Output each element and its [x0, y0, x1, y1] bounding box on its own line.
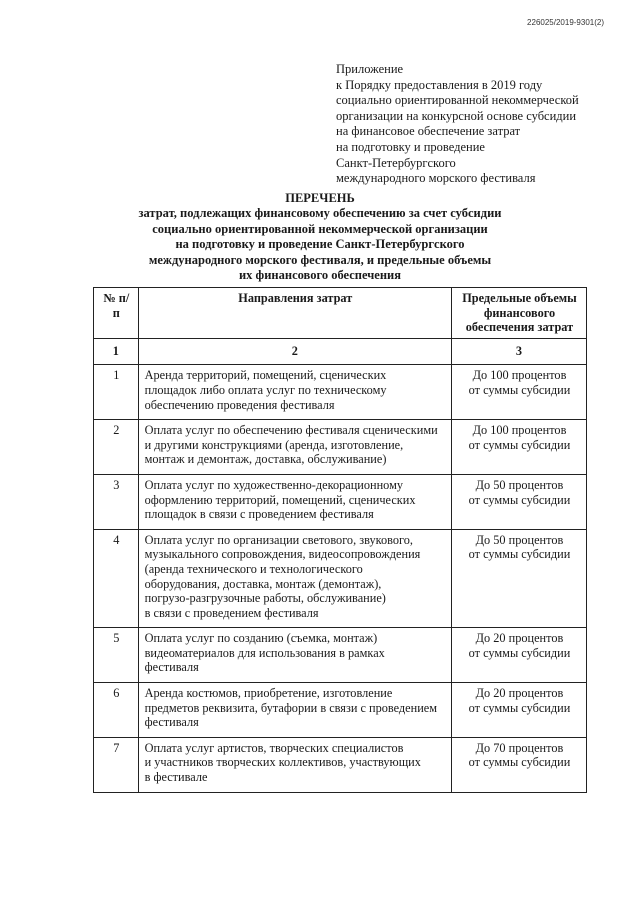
row-number: 2	[94, 420, 139, 475]
direction-line: видеоматериалов для использования в рамках	[144, 645, 385, 660]
row-direction	[138, 365, 451, 420]
direction-line: Оплата услуг по созданию (съемка, монтаж)	[144, 631, 378, 646]
row-number: 7	[94, 737, 139, 792]
limit-line: До 50 процентов	[475, 477, 564, 492]
header-num: № п/п	[94, 288, 139, 339]
limit-line: До 20 процентов	[475, 686, 564, 701]
limit-line: от суммы субсидии	[468, 492, 571, 507]
column-number: 2	[138, 338, 451, 365]
direction-line: Оплата услуг по обеспечению фестиваля сценическими	[144, 423, 438, 438]
appendix-line: на финансовое обеспечение затрат	[336, 124, 521, 139]
limit-line: До 20 процентов	[475, 631, 564, 646]
table-row	[94, 529, 587, 628]
row-direction	[138, 474, 451, 529]
limit-line: До 70 процентов	[475, 740, 564, 755]
title-subtitle-line: социально ориентированной некоммерческой организации	[152, 221, 488, 236]
row-direction	[138, 529, 451, 628]
row-number: 1	[94, 365, 139, 420]
appendix-line: международного морского фестиваля	[336, 171, 536, 186]
column-number: 1	[94, 338, 139, 365]
title-subtitle-line: на подготовку и проведение Санкт-Петербургского	[175, 237, 465, 252]
appendix-note	[336, 62, 606, 187]
row-limit	[451, 737, 586, 792]
direction-line: Аренда территорий, помещений, сценических	[144, 368, 387, 383]
table-row	[94, 628, 587, 683]
title-subtitle-line: их финансового обеспечения	[238, 268, 401, 283]
row-number: 6	[94, 683, 139, 738]
row-direction	[138, 420, 451, 475]
table-header-row	[94, 288, 587, 339]
appendix-line: социально ориентированной некоммерческой	[336, 93, 579, 108]
direction-line: обеспечению проведения фестиваля	[144, 397, 335, 412]
row-limit	[451, 628, 586, 683]
direction-line: в фестивале	[144, 770, 208, 785]
row-limit	[451, 474, 586, 529]
row-limit	[451, 529, 586, 628]
limit-line: от суммы субсидии	[468, 547, 571, 562]
direction-line: предметов реквизита, бутафории в связи с проведением	[144, 700, 438, 715]
document-title	[120, 191, 520, 283]
direction-line: в связи с проведением фестиваля	[144, 605, 319, 620]
appendix-line: на подготовку и проведение	[336, 139, 485, 154]
limit-line: До 100 процентов	[472, 368, 567, 383]
row-limit	[451, 683, 586, 738]
appendix-line: Санкт-Петербургского	[336, 155, 456, 170]
appendix-line: организации на конкурсной основе субсидии	[336, 108, 577, 123]
header-limit: Предельные объемы финансового обеспечения затрат	[451, 288, 586, 339]
appendix-line: Приложение	[336, 62, 404, 76]
limit-line: До 100 процентов	[472, 423, 567, 438]
limit-line: от суммы субсидии	[468, 755, 571, 770]
table-row	[94, 420, 587, 475]
direction-line: погрузо-разгрузочные работы, обслуживание)	[144, 591, 386, 606]
table-row	[94, 737, 587, 792]
document-code: 226025/2019-9301(2)	[527, 18, 604, 27]
row-number: 5	[94, 628, 139, 683]
column-number: 3	[451, 338, 586, 365]
limit-line: от суммы субсидии	[468, 382, 571, 397]
row-direction	[138, 683, 451, 738]
row-limit	[451, 365, 586, 420]
column-number-row	[94, 338, 587, 365]
direction-line: фестиваля	[144, 660, 199, 675]
costs-table	[93, 287, 587, 793]
table-row	[94, 474, 587, 529]
title-subtitle-line: затрат, подлежащих финансовому обеспечению за счет субсидии	[138, 206, 502, 221]
direction-line: фестиваля	[144, 715, 199, 730]
direction-line: Аренда костюмов, приобретение, изготовление	[144, 686, 393, 701]
direction-line: музыкального сопровождения, видеосопровождения	[144, 547, 421, 562]
direction-line: Оплата услуг артистов, творческих специалистов	[144, 740, 404, 755]
direction-line: (аренда технического и технологического	[144, 561, 363, 576]
direction-line: и участников творческих коллективов, участвующих	[144, 755, 421, 770]
title-subtitle-line: международного морского фестиваля, и предельные объемы	[148, 252, 492, 267]
limit-line: До 50 процентов	[475, 532, 564, 547]
direction-line: монтаж и демонтаж, доставка, обслуживание)	[144, 452, 387, 467]
appendix-line: к Порядку предоставления в 2019 году	[336, 77, 543, 92]
direction-line: площадок в связи с проведением фестиваля	[144, 507, 374, 522]
direction-line: оформлению территорий, помещений, сценических	[144, 492, 416, 507]
row-direction	[138, 737, 451, 792]
table-body	[94, 338, 587, 792]
direction-line: Оплата услуг по художественно-декорационному	[144, 477, 404, 492]
header-direction: Направления затрат	[138, 288, 451, 339]
direction-line: площадок либо оплата услуг по техническому	[144, 382, 387, 397]
table-row	[94, 683, 587, 738]
table-row	[94, 365, 587, 420]
row-number: 3	[94, 474, 139, 529]
title-heading: ПЕРЕЧЕНЬ	[285, 191, 355, 205]
row-number: 4	[94, 529, 139, 628]
direction-line: оборудования, доставка, монтаж (демонтаж),	[144, 576, 382, 591]
row-direction	[138, 628, 451, 683]
limit-line: от суммы субсидии	[468, 700, 571, 715]
direction-line: и другими конструкциями (аренда, изготовление,	[144, 437, 404, 452]
limit-line: от суммы субсидии	[468, 645, 571, 660]
limit-line: от суммы субсидии	[468, 437, 571, 452]
row-limit	[451, 420, 586, 475]
direction-line: Оплата услуг по организации светового, звукового,	[144, 532, 413, 547]
